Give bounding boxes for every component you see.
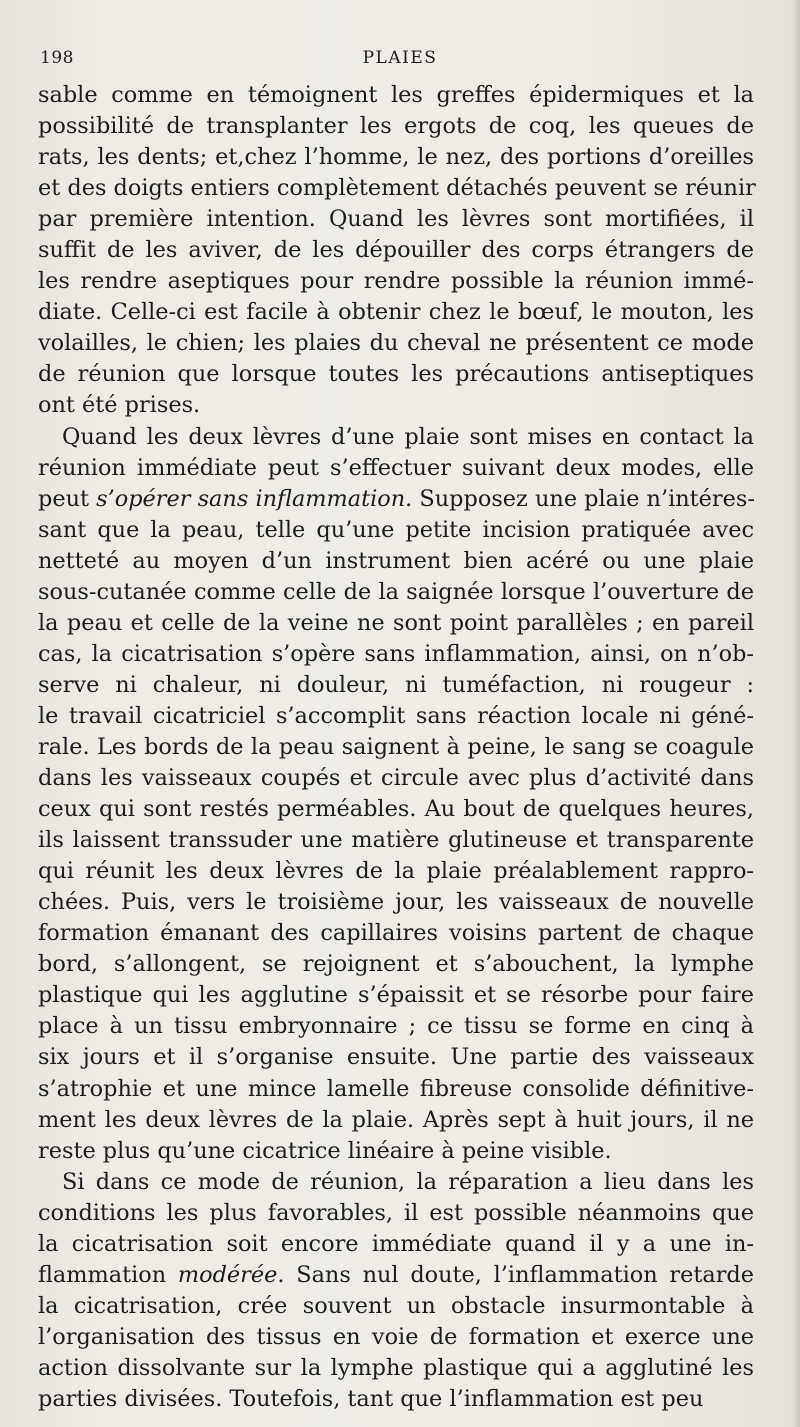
text-line: flammation modérée. Sans nul doute, l’inflammation retarde bbox=[38, 1261, 754, 1288]
paragraph-1 bbox=[38, 80, 754, 422]
text-line: le travail cicatriciel s’accomplit sans réaction locale ni géné- bbox=[38, 702, 754, 729]
text-line: parties divisées. Toutefois, tant que l’inflammation est peu bbox=[38, 1385, 704, 1412]
text-line: place à un tissu embryonnaire ; ce tissu se forme en cinq à bbox=[38, 1013, 754, 1040]
text-line: suffit de les aviver, de les dépouiller des corps étrangers de bbox=[38, 237, 754, 264]
text-line: action dissolvante sur la lymphe plastique qui a agglutiné les bbox=[38, 1354, 754, 1381]
paragraph-3 bbox=[38, 1167, 754, 1415]
text-line: cas, la cicatrisation s’opère sans inflammation, ainsi, on n’ob- bbox=[38, 640, 754, 667]
text-line: la cicatrisation soit encore immédiate quand il y a une in- bbox=[38, 1230, 754, 1257]
text-line: ment les deux lèvres de la plaie. Après sept à huit jours, il ne bbox=[38, 1106, 754, 1133]
text-line: bord, s’allongent, se rejoignent et s’abouchent, la lymphe bbox=[38, 951, 754, 978]
text-line: serve ni chaleur, ni douleur, ni tuméfaction, ni rougeur : bbox=[38, 671, 754, 698]
text-line: dans les vaisseaux coupés et circule avec plus d’activité dans bbox=[38, 765, 754, 792]
text-line: sous-cutanée comme celle de la saignée lorsque l’ouverture de bbox=[38, 578, 754, 605]
paragraph-2 bbox=[38, 422, 754, 1167]
text-line: et des doigts entiers complètement détachés peuvent se réunir bbox=[38, 175, 756, 202]
text-line: conditions les plus favorables, il est possible néanmoins que bbox=[38, 1199, 754, 1226]
text-line: ils laissent transsuder une matière glutineuse et transparente bbox=[38, 827, 754, 854]
text-line: réunion immédiate peut s’effectuer suivant deux modes, elle bbox=[38, 454, 754, 481]
text-line: sable comme en témoignent les greffes épidermiques et la bbox=[38, 82, 754, 108]
running-title: PLAIES bbox=[362, 48, 438, 68]
text-line: volailles, le chien; les plaies du cheval ne présentent ce mode bbox=[38, 330, 754, 357]
text-line: ceux qui sont restés perméables. Au bout de quelques heures, bbox=[38, 796, 754, 823]
page-edge-shadow bbox=[792, 0, 800, 1427]
text-line: plastique qui les agglutine s’épaissit et se résorbe pour faire bbox=[38, 982, 754, 1009]
text-line: diate. Celle-ci est facile à obtenir chez le bœuf, le mouton, les bbox=[38, 299, 754, 326]
text-line: sant que la peau, telle qu’une petite incision pratiquée avec bbox=[38, 516, 754, 543]
text-line: la cicatrisation, crée souvent un obstacle insurmontable à bbox=[38, 1292, 754, 1319]
text-line: peut s’opérer sans inflammation. Supposez une plaie n’intéres- bbox=[38, 485, 755, 512]
text-line: possibilité de transplanter les ergots de coq, les queues de bbox=[38, 113, 754, 140]
text-line: chées. Puis, vers le troisième jour, les vaisseaux de nouvelle bbox=[38, 889, 754, 916]
body-text bbox=[38, 80, 754, 1415]
text-line: rale. Les bords de la peau saignent à peine, le sang se coagule bbox=[38, 733, 754, 760]
text-line: par première intention. Quand les lèvres sont mortifiées, il bbox=[38, 206, 754, 233]
text-line: l’organisation des tissus en voie de formation et exerce une bbox=[38, 1323, 754, 1350]
text-line: rats, les dents; et,chez l’homme, le nez, des portions d’oreilles bbox=[38, 144, 754, 171]
text-line: reste plus qu’une cicatrice linéaire à peine visible. bbox=[38, 1137, 612, 1164]
text-line: les rendre aseptiques pour rendre possible la réunion immé- bbox=[38, 268, 754, 295]
text-line: de réunion que lorsque toutes les précautions antiseptiques bbox=[38, 361, 754, 388]
text-line: Quand les deux lèvres d’une plaie sont mises en contact la bbox=[62, 423, 754, 450]
page-header bbox=[40, 48, 760, 72]
text-line: ont été prises. bbox=[38, 392, 201, 419]
text-line: qui réunit les deux lèvres de la plaie préalablement rappro- bbox=[38, 858, 754, 885]
page-number: 198 bbox=[40, 48, 74, 68]
text-line: s’atrophie et une mince lamelle fibreuse consolide définitive- bbox=[38, 1075, 754, 1102]
text-line: la peau et celle de la veine ne sont point parallèles ; en pareil bbox=[38, 609, 754, 636]
text-line: six jours et il s’organise ensuite. Une partie des vaisseaux bbox=[38, 1044, 754, 1071]
text-line: formation émanant des capillaires voisins partent de chaque bbox=[38, 920, 754, 947]
text-line: Si dans ce mode de réunion, la réparation a lieu dans les bbox=[62, 1168, 754, 1195]
text-line: netteté au moyen d’un instrument bien acéré ou une plaie bbox=[38, 547, 754, 574]
